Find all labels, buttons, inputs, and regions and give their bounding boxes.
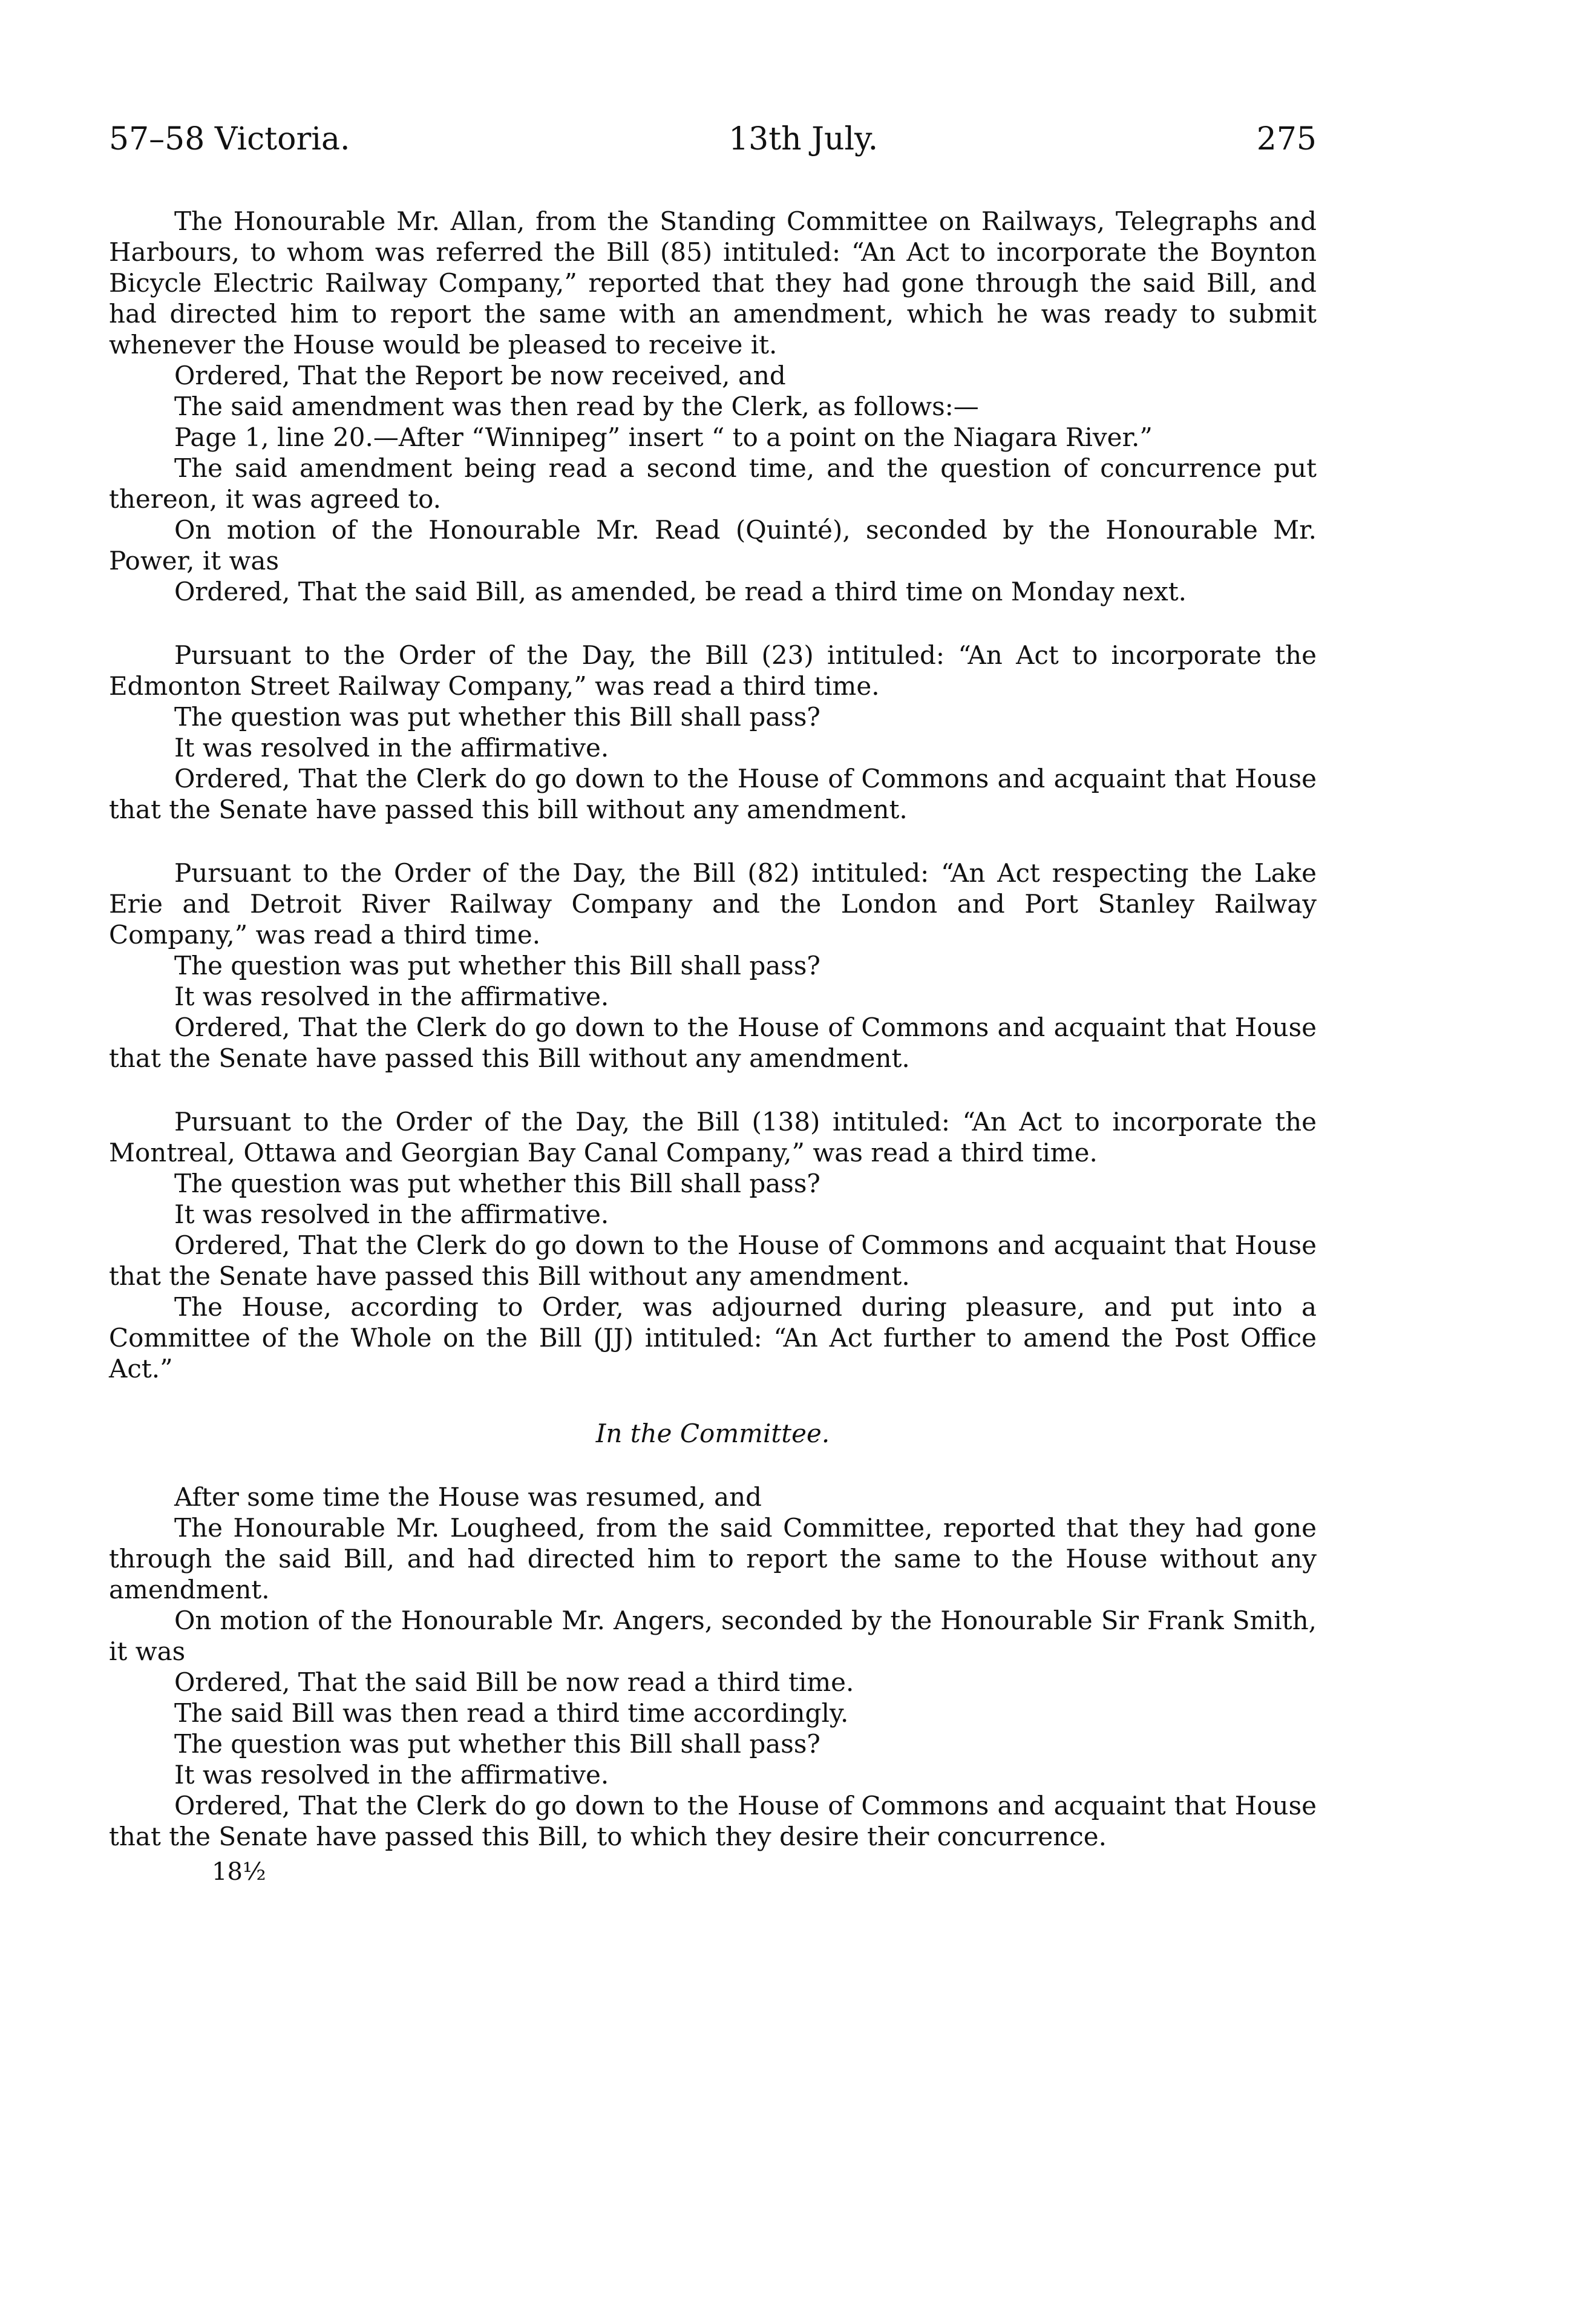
paragraph: On motion of the Honourable Mr. Read (Quinté), seconded by the Honourable Mr. Power, it was: [109, 515, 1317, 576]
paragraph: Pursuant to the Order of the Day, the Bill (138) intituled: “An Act to incorporate the Montreal, Ottawa and Georgian Bay Canal Company,” was read a third time.: [109, 1107, 1317, 1167]
paragraph: It was resolved in the affirmative.: [174, 733, 609, 763]
paragraph: Ordered, That the Clerk do go down to the House of Commons and acquaint that House that the Senate have passed this Bill without any amendment.: [109, 1230, 1317, 1291]
paragraph: It was resolved in the affirmative.: [174, 982, 609, 1011]
signature-mark: 18½: [212, 1858, 266, 1886]
paragraph: After some time the House was resumed, and: [174, 1482, 762, 1512]
paragraph: It was resolved in the affirmative.: [174, 1760, 609, 1790]
running-header: [109, 121, 1317, 157]
paragraph: The said amendment being read a second time, and the question of concurrence put thereon, it was agreed to.: [109, 453, 1317, 514]
document-page: [109, 121, 1317, 1886]
paragraph: Ordered, That the said Bill be now read a third time.: [174, 1667, 854, 1697]
paragraph: The Honourable Mr. Lougheed, from the said Committee, reported that they had gone through the said Bill, and had directed him to report the same to the House without any amendment.: [109, 1513, 1317, 1604]
paragraph: Ordered, That the Clerk do go down to the House of Commons and acquaint that House that the Senate have passed this Bill without any amendment.: [109, 1013, 1317, 1073]
header-session: 57–58 Victoria.: [109, 121, 350, 157]
paragraph: Page 1, line 20.—After “Winnipeg” insert “ to a point on the Niagara River.”: [174, 422, 1153, 452]
paragraph: The question was put whether this Bill shall pass?: [174, 1169, 820, 1198]
paragraph: Ordered, That the Clerk do go down to the House of Commons and acquaint that House that the Senate have passed this Bill, to which they desire their concurrence.: [109, 1791, 1317, 1851]
header-date: 13th July.: [728, 121, 879, 157]
paragraph: Ordered, That the Report be now received, and: [174, 361, 786, 390]
paragraph: The question was put whether this Bill shall pass?: [174, 951, 820, 980]
paragraph: Pursuant to the Order of the Day, the Bill (23) intituled: “An Act to incorporate the Edmonton Street Railway Company,” was read a third time.: [109, 640, 1317, 701]
body-text: [109, 206, 1317, 1886]
paragraph: The question was put whether this Bill shall pass?: [174, 702, 820, 732]
paragraph: Pursuant to the Order of the Day, the Bill (82) intituled: “An Act respecting the Lake Erie and Detroit River Railway Company and the London and Port Stanley Railway Company,” was read a third time.: [109, 858, 1317, 950]
paragraph: The said Bill was then read a third time accordingly.: [174, 1698, 849, 1728]
paragraph: On motion of the Honourable Mr. Angers, seconded by the Honourable Sir Frank Smith, it was: [109, 1606, 1317, 1666]
paragraph: The House, according to Order, was adjourned during pleasure, and put into a Committee of the Whole on the Bill (JJ) intituled: “An Act further to amend the Post Office Act.”: [109, 1292, 1317, 1384]
paragraph: The Honourable Mr. Allan, from the Standing Committee on Railways, Telegraphs and Harbours, to whom was referred the Bill (85) intituled: “An Act to incorporate the Boynton Bicycle Electric Railway Company,” reported that they had gone through the said Bill, and had directed him to report the same with an amendment, which he was ready to submit whenever the House would be pleased to receive it.: [109, 206, 1317, 359]
paragraph: It was resolved in the affirmative.: [174, 1200, 609, 1229]
section-heading: In the Committee.: [595, 1419, 830, 1448]
paragraph: The said amendment was then read by the Clerk, as follows:—: [174, 392, 979, 421]
paragraph: The question was put whether this Bill shall pass?: [174, 1729, 820, 1759]
page-number: 275: [1256, 121, 1317, 157]
paragraph: Ordered, That the said Bill, as amended, be read a third time on Monday next.: [174, 577, 1187, 606]
paragraph: Ordered, That the Clerk do go down to the House of Commons and acquaint that House that the Senate have passed this bill without any amendment.: [109, 764, 1317, 824]
